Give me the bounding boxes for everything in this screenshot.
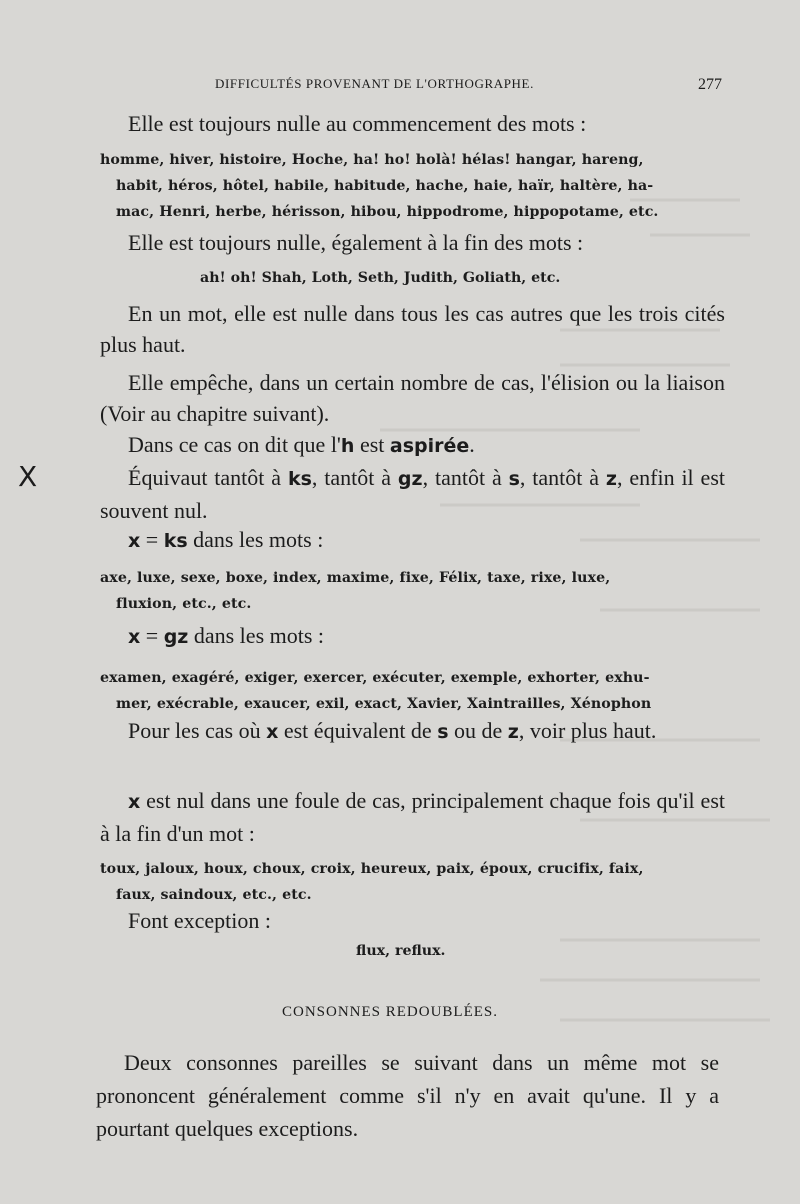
bold-term: x bbox=[128, 791, 141, 813]
running-header: DIFFICULTÉS PROVENANT DE L'ORTHOGRAPHE. bbox=[215, 76, 534, 91]
bold-term: ks bbox=[163, 530, 188, 552]
example-line: faux, saindoux, etc., etc. bbox=[116, 887, 312, 903]
example-line: mer, exécrable, exaucer, exil, exact, Xavier, Xaintrailles, Xénophon bbox=[116, 696, 652, 712]
bold-term: s bbox=[437, 721, 449, 743]
bold-term: s bbox=[508, 468, 520, 490]
bold-term: z bbox=[507, 721, 519, 743]
example-list bbox=[100, 147, 726, 225]
page-number: 277 bbox=[698, 76, 722, 93]
text-run: est bbox=[354, 432, 390, 457]
example-line: habit, héros, hôtel, habile, habitude, hache, haie, haïr, haltère, ha- bbox=[116, 178, 654, 194]
margin-letter: X bbox=[18, 460, 38, 493]
text-run: dans les mots : bbox=[188, 623, 325, 648]
example-list bbox=[100, 856, 726, 908]
text-run: , voir plus haut. bbox=[518, 718, 657, 743]
example-list bbox=[100, 665, 726, 717]
example-line: mac, Henri, herbe, hérisson, hibou, hippodrome, hippopotame, etc. bbox=[116, 204, 659, 220]
text-run: Dans ce cas on dit que l' bbox=[128, 432, 341, 457]
bold-term: h bbox=[340, 435, 355, 457]
example-list bbox=[100, 565, 726, 617]
paragraph: Elle empêche, dans un certain nombre de cas, l'élision ou la liaison (Voir au chapitre suivant). bbox=[100, 370, 725, 426]
bold-term: x bbox=[128, 530, 141, 552]
text-run: = bbox=[140, 527, 164, 552]
paragraph: Elle est toujours nulle, également à la fin des mots : bbox=[128, 230, 584, 255]
text-run: Pour les cas où bbox=[128, 718, 267, 743]
bold-term: z bbox=[605, 468, 617, 490]
bold-term: gz bbox=[397, 468, 423, 490]
example-list: flux, reflux. bbox=[356, 943, 446, 959]
bold-term: x bbox=[128, 626, 141, 648]
bold-term: aspirée bbox=[389, 435, 470, 457]
paragraph: Font exception : bbox=[128, 908, 271, 933]
bold-term: gz bbox=[163, 626, 189, 648]
text-run: , enfin il est souvent nul. bbox=[100, 465, 725, 523]
text-run: est nul dans une foule de cas, principalement chaque fois qu'il est à la fin d'un mot : bbox=[100, 788, 725, 846]
example-line: fluxion, etc., etc. bbox=[116, 596, 252, 612]
text-run: , tantôt à bbox=[311, 465, 398, 490]
paragraph: Elle est toujours nulle au commencement des mots : bbox=[128, 111, 587, 136]
text-run: . bbox=[469, 432, 475, 457]
example-line: axe, luxe, sexe, boxe, index, maxime, fixe, Félix, taxe, rixe, luxe, bbox=[100, 570, 611, 586]
example-list: ah! oh! Shah, Loth, Seth, Judith, Goliath, etc. bbox=[200, 270, 561, 286]
text-run: , tantôt à bbox=[519, 465, 606, 490]
paragraph bbox=[100, 429, 725, 462]
example-line: homme, hiver, histoire, Hoche, ha! ho! holà! hélas! hangar, hareng, bbox=[100, 152, 644, 168]
paragraph bbox=[100, 715, 725, 748]
section-heading: CONSONNES REDOUBLÉES. bbox=[282, 1004, 499, 1020]
example-line: examen, exagéré, exiger, exercer, exécuter, exemple, exhorter, exhu- bbox=[100, 670, 650, 686]
paragraph bbox=[100, 620, 725, 653]
text-run: ou de bbox=[448, 718, 508, 743]
paragraph bbox=[100, 462, 725, 526]
paragraph: En un mot, elle est nulle dans tous les cas autres que les trois cités plus haut. bbox=[100, 301, 725, 357]
text-run: dans les mots : bbox=[187, 527, 324, 552]
example-line: toux, jaloux, houx, choux, croix, heureux, paix, époux, crucifix, faix, bbox=[100, 861, 644, 877]
bold-term: ks bbox=[287, 468, 312, 490]
text-run: est équivalent de bbox=[278, 718, 438, 743]
paragraph: Deux consonnes pareilles se suivant dans un même mot se prononcent généralement comme s'il n'y en avait qu'une. Il y a pourtant quelques exceptions. bbox=[96, 1050, 719, 1141]
paragraph bbox=[100, 785, 725, 849]
text-run: = bbox=[140, 623, 164, 648]
text-run: Équivaut tantôt à bbox=[128, 465, 288, 490]
bold-term: x bbox=[266, 721, 279, 743]
text-run: , tantôt à bbox=[422, 465, 509, 490]
paragraph bbox=[100, 524, 725, 557]
